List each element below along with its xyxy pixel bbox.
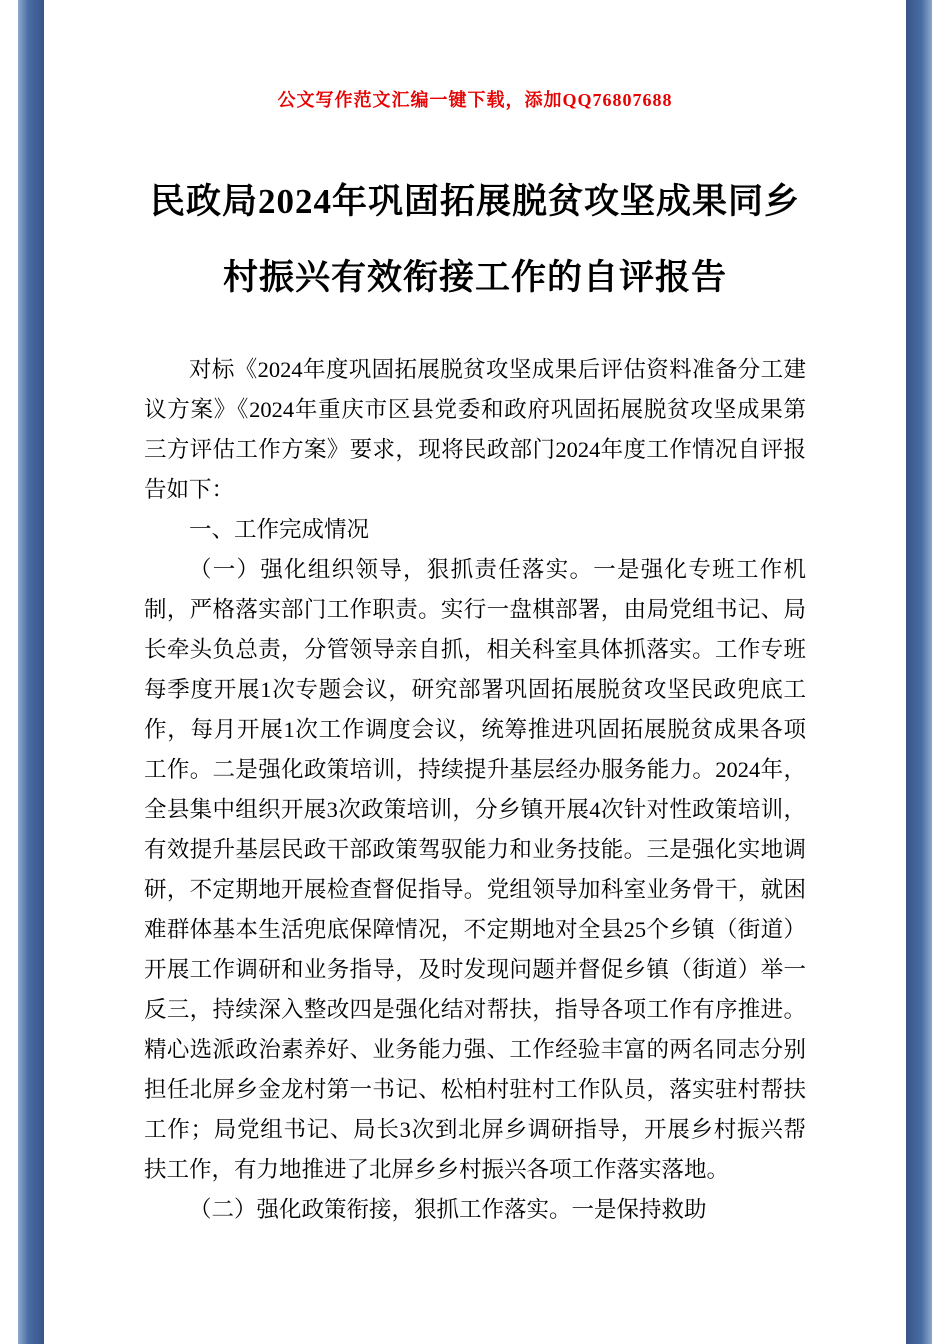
- promo-notice: 公文写作范文汇编一键下载，添加QQ76807688: [277, 90, 673, 110]
- document-body: [144, 350, 806, 1230]
- page-left-edge-decoration: [18, 0, 44, 1344]
- page-right-edge-decoration: [906, 0, 932, 1344]
- document-title: [144, 164, 806, 316]
- document-title-line-1: 民政局2024年巩固拓展脱贫攻坚成果同乡: [149, 182, 800, 221]
- paragraph: 对标《2024年度巩固拓展脱贫攻坚成果后评估资料准备分工建议方案》《2024年重庆市区县党委和政府巩固拓展脱贫攻坚成果第三方评估工作方案》要求，现将民政部门2024年度工作情况自评报告如下：: [144, 357, 806, 502]
- paragraph: 一、工作完成情况: [189, 517, 370, 542]
- paragraph: （一）强化组织领导，狠抓责任落实。一是强化专班工作机制，严格落实部门工作职责。实行一盘棋部署，由局党组书记、局长牵头负总责，分管领导亲自抓，相关科室具体抓落实。工作专班每季度开展1次专题会议，研究部署巩固拓展脱贫攻坚民政兜底工作，每月开展1次工作调度会议，统筹推进巩固拓展脱贫成果各项工作。二是强化政策培训，持续提升基层经办服务能力。2024年，全县集中组织开展3次政策培训，分乡镇开展4次针对性政策培训，有效提升基层民政干部政策驾驭能力和业务技能。三是强化实地调研，不定期地开展检查督促指导。党组领导加科室业务骨干，就困难群体基本生活兜底保障情况，不定期地对全县25个乡镇（街道）开展工作调研和业务指导，及时发现问题并督促乡镇（街道）举一反三，持续深入整改四是强化结对帮扶，指导各项工作有序推进。精心选派政治素养好、业务能力强、工作经验丰富的两名同志分别担任北屏乡金龙村第一书记、松柏村驻村工作队员，落实驻村帮扶工作；局党组书记、局长3次到北屏乡调研指导，开展乡村振兴帮扶工作，有力地推进了北屏乡乡村振兴各项工作落实落地。: [144, 557, 806, 1182]
- document-page: [44, 0, 906, 1344]
- paragraph: （二）强化政策衔接，狠抓工作落实。一是保持救助: [189, 1197, 707, 1222]
- document-title-line-2: 村振兴有效衔接工作的自评报告: [222, 258, 727, 297]
